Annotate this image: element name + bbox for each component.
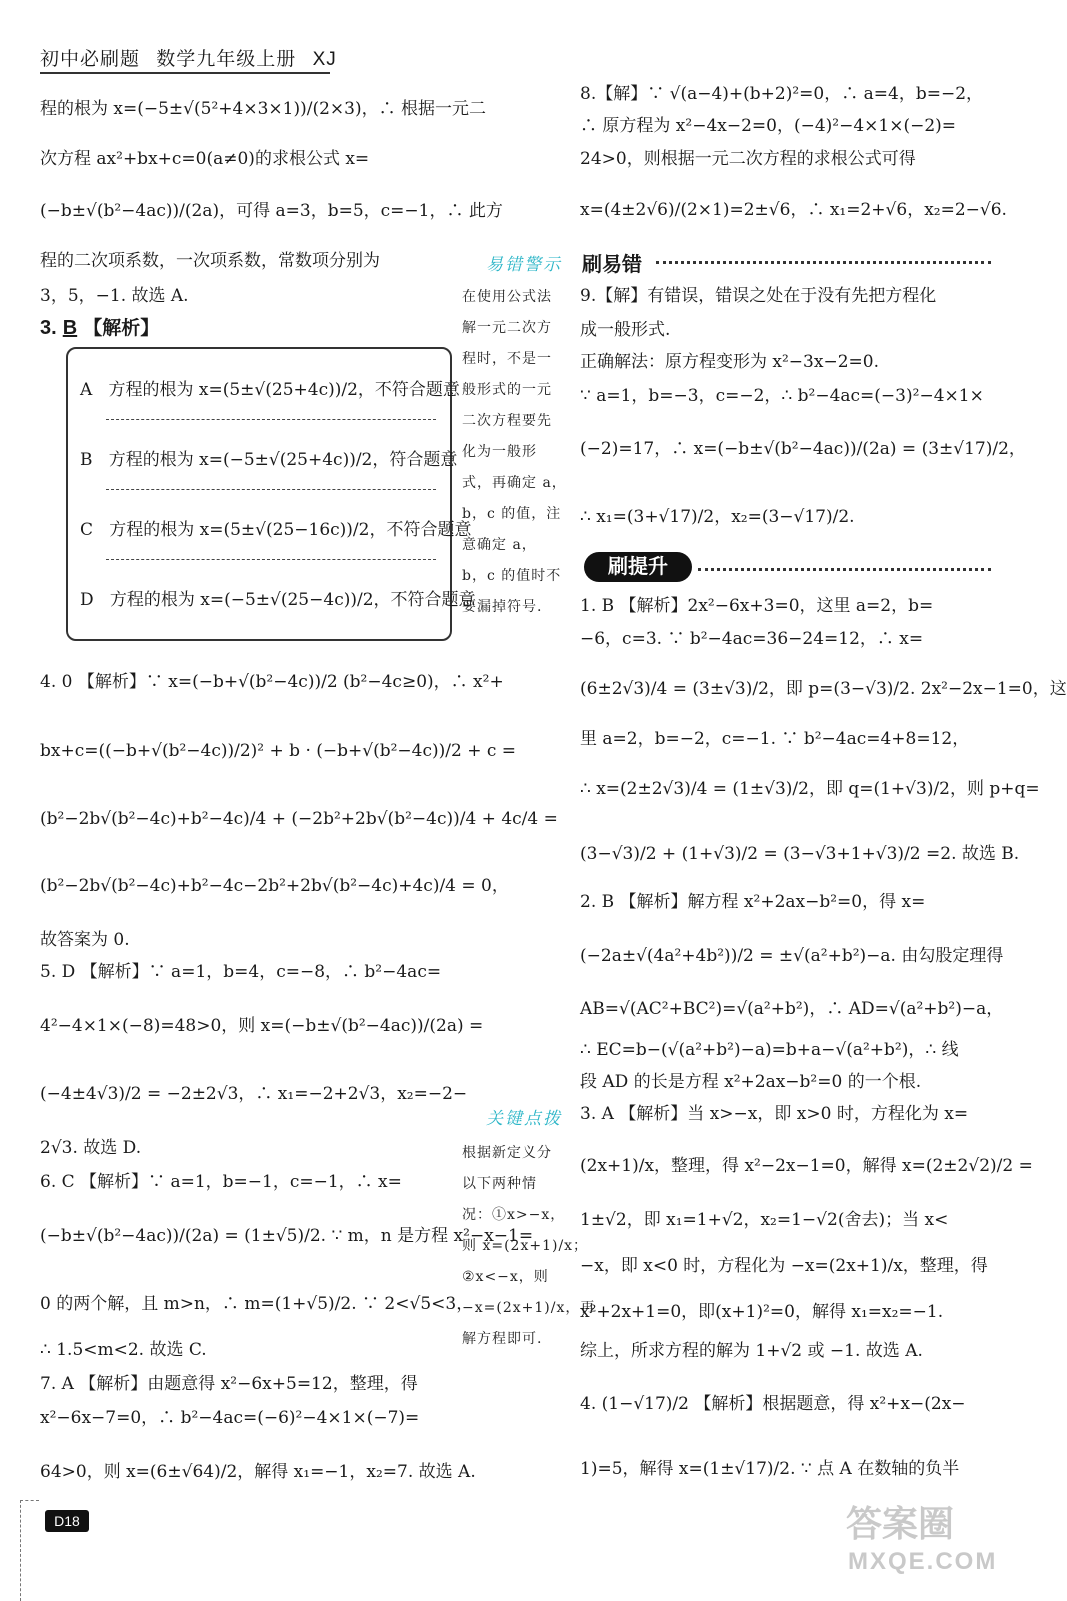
tip-line: 化为一般形 (462, 444, 537, 460)
left-line: (−b±√(b²−4ac))/(2a)，可得 a=3，b=5，c=−1，∴ 此方 (40, 201, 503, 221)
q6-line: (−b±√(b²−4ac))/(2a) = (1±√5)/2. ∵ m，n 是方程 x²−x−1= (40, 1226, 534, 1246)
q5-line: 2√3. 故选 D. (40, 1138, 142, 1158)
page-corner-mark (20, 1500, 39, 1601)
q7-line: x²−6x−7=0，∴ b²−4ac=(−6)²−4×1×(−7)= (40, 1408, 420, 1428)
section-dots (656, 261, 991, 264)
option-letter: D (80, 590, 94, 610)
option-b (80, 445, 457, 470)
option-letter: C (80, 520, 94, 540)
q9-line: ∴ x₁=(3+√17)/2，x₂=(3−√17)/2. (580, 507, 855, 527)
option-letter: B (80, 450, 93, 470)
option-text: 方程的根为 x=(5±√(25−16c))/2，不符合题意 (109, 520, 472, 540)
r1-line: 1. B 【解析】2x²−6x+3=0，这里 a=2，b= (580, 596, 934, 616)
q9-line: 9.【解】有错误，错误之处在于没有先把方程化 (580, 286, 937, 306)
tip-line: 意确定 a， (462, 537, 537, 553)
r2-line: ∴ EC=b−(√(a²+b²)−a)=b+a−√(a²+b²)，∴ 线 (580, 1040, 959, 1060)
q9-line: 成一般形式. (580, 320, 671, 340)
tip-line: 程时，不是一 (462, 351, 552, 367)
q5-line: (−4±4√3)/2 = −2±2√3，∴ x₁=−2+2√3，x₂=−2− (40, 1084, 468, 1104)
section-dots (698, 568, 991, 571)
q4-line: (b²−2b√(b²−4c)+b²−4c−2b²+2b√(b²−4c)+4c)/4 = 0， (40, 876, 509, 896)
q8-line: 8.【解】∵ √(a−4)+(b+2)²=0，∴ a=4，b=−2， (580, 84, 984, 104)
r4-line: 1)=5，解得 x=(1±√17)/2. ∵ 点 A 在数轴的负半 (580, 1459, 960, 1479)
tag-error-warning: 易错警示 (486, 255, 562, 275)
tip-line: 式，再确定 a， (462, 475, 567, 491)
option-d (80, 585, 476, 610)
tip-line: 则 x=(2x+1)/x； (462, 1238, 589, 1254)
divider (106, 559, 436, 560)
tip-line: 般形式的一元 (462, 382, 552, 398)
q4-line: bx+c=((−b+√(b²−4c))/2)² + b · (−b+√(b²−4c))/2 + c = (40, 741, 517, 761)
tip-line: 以下两种情 (462, 1176, 537, 1192)
edition-label: XJ (312, 49, 337, 70)
tip-line: b，c 的值时不 (462, 568, 562, 584)
q5-line: 4²−4×1×(−8)=48>0，则 x=(−b±√(b²−4ac))/(2a) = (40, 1016, 484, 1036)
tip-line: 二次方程要先 (462, 413, 552, 429)
option-c (80, 515, 471, 540)
q4-line: 故答案为 0. (40, 930, 130, 950)
watermark-logo: 答案圈 (846, 1503, 955, 1544)
r3-line: x²+2x+1=0，即(x+1)²=0，解得 x₁=x₂=−1. (580, 1302, 944, 1322)
q3-label: 【解析】 (83, 317, 160, 339)
q8-line: 24>0，则根据一元二次方程的求根公式可得 (580, 149, 916, 169)
r1-line: 里 a=2，b=−2，c=−1. ∵ b²−4ac=4+8=12， (580, 729, 970, 749)
r2-line: 段 AD 的长是方程 x²+2ax−b²=0 的一个根. (580, 1072, 922, 1092)
option-text: 方程的根为 x=(−5±√(25−4c))/2，不符合题意 (109, 590, 476, 610)
option-text: 方程的根为 x=(5±√(25+4c))/2，不符合题意 (108, 380, 460, 400)
q5-line: 5. D 【解析】∵ a=1，b=4，c=−8，∴ b²−4ac= (40, 962, 442, 982)
q4-line: (b²−2b√(b²−4c)+b²−4c)/4 + (−2b²+2b√(b²−4c))/4 + 4c/4 = (40, 809, 558, 829)
tip-line: 解方程即可. (462, 1331, 543, 1347)
tip-line: ②x<−x，则 (462, 1269, 549, 1285)
option-text: 方程的根为 x=(−5±√(25+4c))/2，符合题意 (108, 450, 458, 470)
header-rule (40, 72, 330, 74)
r1-line: (6±2√3)/4 = (3±√3)/2，即 p=(3−√3)/2. 2x²−2x−1=0，这 (580, 679, 1067, 699)
r3-line: −x，即 x<0 时，方程化为 −x=(2x+1)/x，整理，得 (580, 1256, 988, 1276)
r3-line: 综上，所求方程的解为 1+√2 或 −1. 故选 A. (580, 1341, 923, 1361)
tip-line: 根据新定义分 (462, 1145, 552, 1161)
left-line: 3，5，−1. 故选 A. (40, 286, 189, 306)
q8-line: x=(4±2√6)/(2×1)=2±√6，∴ x₁=2+√6，x₂=2−√6. (580, 200, 1007, 220)
tip-line: −x=(2x+1)/x，再 (462, 1300, 596, 1316)
left-line: 程的二次项系数，一次项系数，常数项分别为 (40, 251, 380, 271)
q6-line: ∴ 1.5<m<2. 故选 C. (40, 1340, 207, 1360)
divider (106, 489, 436, 490)
q3-number: 3. (40, 317, 57, 339)
watermark-url: MXQE.COM (848, 1548, 998, 1575)
r1-line: (3−√3)/2 + (1+√3)/2 = (3−√3+1+√3)/2 =2. 故选 B. (580, 844, 1020, 864)
page-number: D18 (45, 1510, 89, 1532)
r1-line: ∴ x=(2±2√3)/4 = (1±√3)/2，即 q=(1+√3)/2，则 p+q= (580, 779, 1040, 799)
tag-key-point: 关键点拨 (486, 1109, 562, 1129)
r2-line: AB=√(AC²+BC²)=√(a²+b²)，∴ AD=√(a²+b²)−a， (580, 999, 1004, 1019)
tip-line: 况：①x>−x， (462, 1207, 566, 1223)
q9-line: (−2)=17，∴ x=(−b±√(b²−4ac))/(2a) = (3±√17)/2， (580, 439, 1026, 459)
r2-line: (−2a±√(4a²+4b²))/2 = ±√(a²+b²)−a. 由勾股定理得 (580, 946, 1004, 966)
q8-line: ∴ 原方程为 x²−4x−2=0，(−4)²−4×1×(−2)= (580, 116, 957, 136)
r1-line: −6，c=3. ∵ b²−4ac=36−24=12，∴ x= (580, 629, 924, 649)
q4-line: 4. 0 【解析】∵ x=(−b+√(b²−4c))/2 (b²−4c≥0)，∴ x²+ (40, 672, 504, 692)
section-error: 刷易错 (582, 254, 642, 276)
running-header (40, 44, 347, 71)
tip-line: b，c 的值，注 (462, 506, 562, 522)
r3-line: 1±√2，即 x₁=1+√2，x₂=1−√2(舍去)；当 x< (580, 1210, 949, 1230)
q7-line: 64>0，则 x=(6±√64)/2，解得 x₁=−1，x₂=7. 故选 A. (40, 1462, 476, 1482)
tip-line: 解一元二次方 (462, 320, 552, 336)
section-badge-improve: 刷提升 (584, 552, 692, 582)
left-line: 程的根为 x=(−5±√(5²+4×3×1))/(2×3)，∴ 根据一元二 (40, 99, 486, 119)
r2-line: 2. B 【解析】解方程 x²+2ax−b²=0，得 x= (580, 892, 926, 912)
tip-line: 在使用公式法 (462, 289, 552, 305)
left-line: 次方程 ax²+bx+c=0(a≠0)的求根公式 x= (40, 149, 370, 169)
series-title: 初中必刷题 (40, 49, 141, 70)
options-table (66, 347, 476, 641)
r3-line: 3. A 【解析】当 x>−x，即 x>0 时，方程化为 x= (580, 1104, 969, 1124)
r4-line: 4. (1−√17)/2 【解析】根据题意，得 x²+x−(2x− (580, 1394, 966, 1414)
q9-line: 正确解法：原方程变形为 x²−3x−2=0. (580, 352, 879, 372)
q6-line: 6. C 【解析】∵ a=1，b=−1，c=−1，∴ x= (40, 1172, 402, 1192)
q9-line: ∵ a=1，b=−3，c=−2，∴ b²−4ac=(−3)²−4×1× (580, 386, 984, 406)
tip-note-2 (462, 1138, 596, 1355)
q3-heading (40, 314, 159, 342)
q3-answer: B (62, 317, 78, 339)
tip-line: 要漏掉符号. (462, 599, 543, 615)
q6-line: 0 的两个解，且 m>n，∴ m=(1+√5)/2. ∵ 2<√5<3， (40, 1294, 474, 1314)
r3-line: (2x+1)/x，整理，得 x²−2x−1=0，解得 x=(2±2√2)/2 = (580, 1156, 1033, 1176)
subject-title: 数学九年级上册 (156, 49, 297, 70)
q7-line: 7. A 【解析】由题意得 x²−6x+5=12，整理，得 (40, 1374, 418, 1394)
divider (106, 419, 436, 420)
option-letter: A (80, 380, 93, 400)
tip-note-1 (462, 282, 574, 623)
option-a (80, 375, 460, 400)
